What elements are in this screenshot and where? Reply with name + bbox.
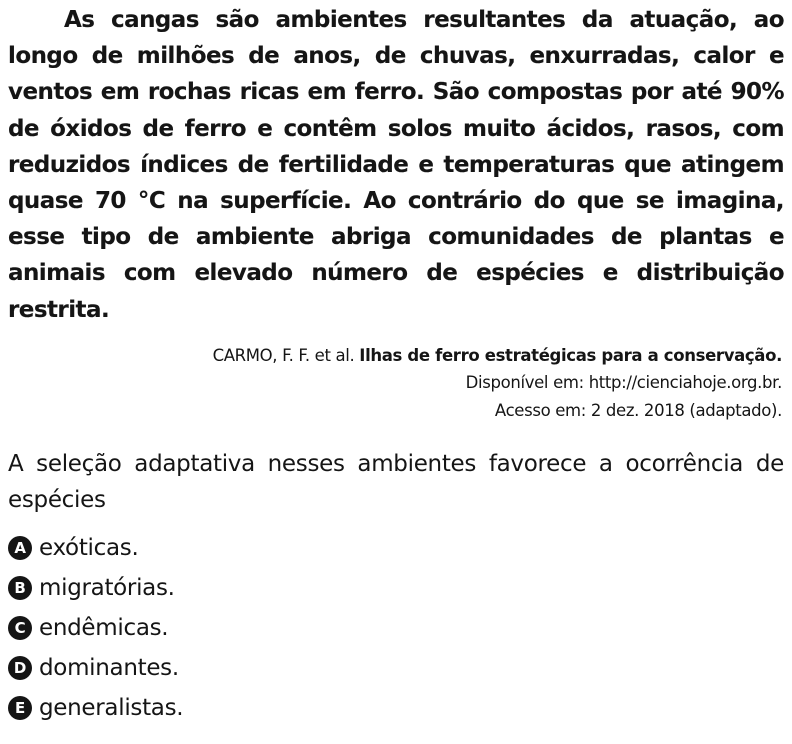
option-a[interactable] [8, 528, 784, 568]
option-e-letter-badge: E [8, 696, 32, 720]
option-c[interactable] [8, 608, 784, 648]
option-b-text: migratórias. [39, 575, 175, 602]
option-e-text: generalistas. [39, 695, 184, 722]
option-b[interactable] [8, 568, 784, 608]
answer-options [8, 528, 784, 728]
citation-line-reference [8, 342, 782, 370]
option-d-text: dominantes. [39, 655, 179, 682]
option-a-text: exóticas. [39, 535, 139, 562]
citation-available: Disponível em: http://cienciahoje.org.br. [465, 373, 782, 393]
passage-paragraph: As cangas são ambientes resultantes da atuação, ao longo de milhões de anos, de chuvas, enxurradas, calor e ventos em rochas ricas em ferro. São compostas por até 90% de óxidos de ferro e contêm solos muito ácidos, rasos, com reduzidos índices de fertilidade e temperaturas que atingem quase 70 °C na superfície. Ao contrário do que se imagina, esse tipo de ambiente abriga comunidades de plantas e animais com elevado número de espécies e distribuição restrita. [8, 7, 784, 323]
citation-title: Ilhas de ferro estratégicas para a conservação. [359, 345, 782, 365]
option-e[interactable] [8, 688, 784, 728]
option-d-letter-badge: D [8, 656, 32, 680]
option-a-letter-badge: A [8, 536, 32, 560]
question-page [8, 2, 784, 744]
citation-access: Acesso em: 2 dez. 2018 (adaptado). [494, 400, 782, 420]
question-stem: A seleção adaptativa nesses ambientes favorece a ocorrência de espécies [8, 451, 784, 514]
citation-authors: CARMO, F. F. et al. [212, 345, 355, 365]
option-c-letter-badge: C [8, 616, 32, 640]
option-c-text: endêmicas. [39, 615, 169, 642]
citation [8, 342, 784, 425]
option-d[interactable] [8, 648, 784, 688]
option-b-letter-badge: B [8, 576, 32, 600]
